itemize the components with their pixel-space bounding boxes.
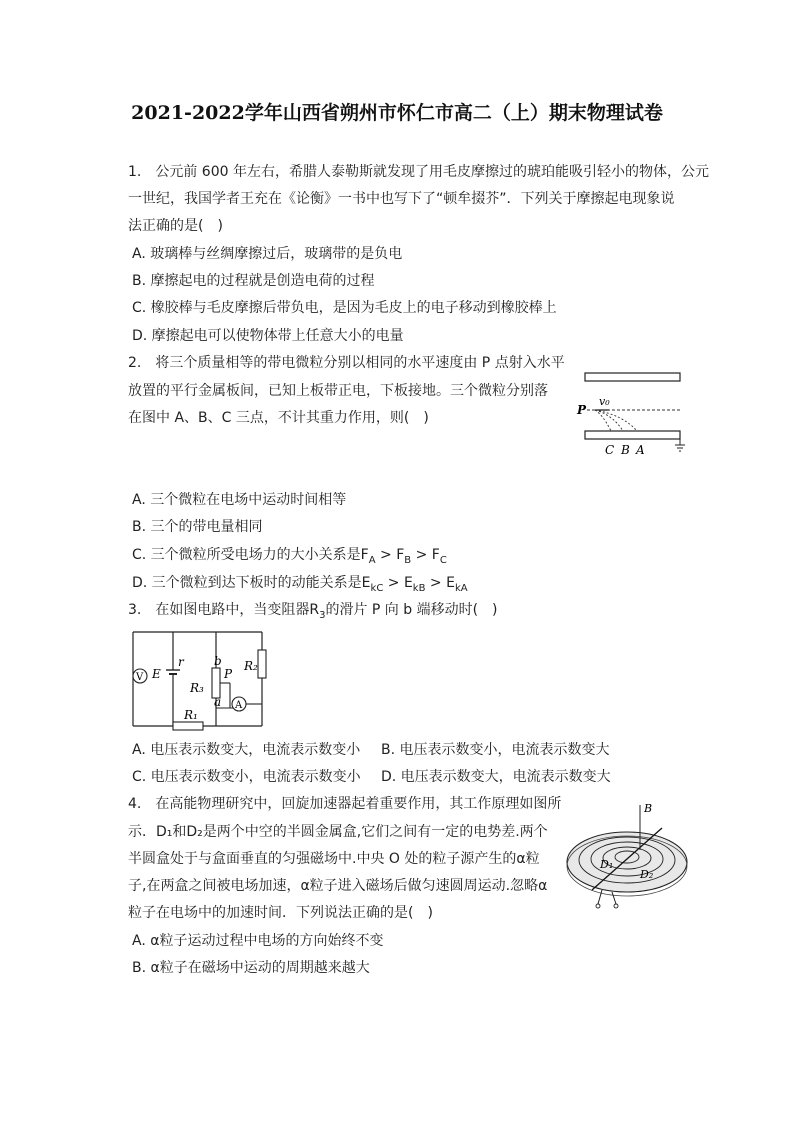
resistor-r1 (173, 722, 203, 730)
page-title: 2021-2022学年山西省朔州市怀仁市高二（上）期末物理试卷 (131, 102, 663, 124)
q2-option-a: A. 三个微粒在电场中运动时间相等 (132, 492, 347, 508)
q3-figure-circuit (128, 628, 268, 733)
q1-option-d: D. 摩擦起电可以使物体带上任意大小的电量 (132, 328, 404, 344)
q2-line-1: 2. 将三个质量相等的带电微粒分别以相同的水平速度由 P 点射入水平 (128, 355, 565, 371)
q4-line-4: 子,在两盒之间被电场加速，α粒子进入磁场后做匀速圆周运动.忽略α (128, 878, 548, 894)
q2-option-c: C. 三个微粒所受电场力的大小关系是$F_A > F_B > F_C$ (132, 547, 447, 566)
q4-option-a: A. α粒子运动过程中电场的方向始终不变 (132, 933, 384, 949)
q3-option-a: A. 电压表示数变大，电流表示数变小 (132, 742, 361, 758)
q4-line-3: 半圆盒处于与盒面垂直的匀强磁场中.中央 O 处的粒子源产生的α粒 (128, 851, 540, 867)
q2-option-b: B. 三个的带电量相同 (132, 519, 263, 535)
label-b: B (644, 802, 653, 815)
label-d1: D₁ (600, 858, 614, 871)
q4-figure-cyclotron (562, 800, 692, 915)
label-d2: D₂ (640, 868, 654, 881)
resistor-r2 (258, 650, 266, 678)
label-v: V (136, 672, 144, 683)
q1-option-a: A. 玻璃棒与丝绸摩擦过后，玻璃带的是负电 (132, 246, 403, 262)
q2-line-3: 在图中 A、B、C 三点，不计其重力作用，则( ) (128, 410, 429, 426)
q1-line-1: 1. 公元前 600 年左右，希腊人泰勒斯就发现了用毛皮摩擦过的琥珀能吸引轻小的物体，公元 (128, 164, 709, 180)
q2-line-2: 放置的平行金属板间，已知上板带正电，下板接地。三个微粒分别落 (128, 383, 548, 399)
q1-line-3: 法正确的是( ) (128, 218, 223, 234)
label-r3: R₃ (190, 681, 204, 695)
label-b: B (621, 443, 630, 457)
q4-line-2: 示．D₁和D₂是两个中空的半圆金属盒,它们之间有一定的电势差.两个 (128, 824, 548, 840)
q1-option-b: B. 摩擦起电的过程就是创造电荷的过程 (132, 273, 375, 289)
q3-line-1: 3. 在如图电路中，当变阻器$R_3$的滑片 P 向 b 端移动时( ) (128, 602, 498, 621)
q1-line-2: 一世纪，我国学者王充在《论衡》一书中也写下了“顿牟掇芥”．下列关于摩擦起电现象说 (128, 191, 675, 207)
label-a: a (214, 695, 222, 709)
label-b: b (214, 654, 222, 668)
q4-line-1: 4. 在高能物理研究中，回旋加速器起着重要作用，其工作原理如图所 (128, 796, 562, 812)
resistor-r3 (212, 668, 220, 698)
label-r: r (178, 655, 184, 669)
trajectory-a (595, 410, 637, 431)
q4-option-b: B. α粒子在磁场中运动的周期越来越大 (132, 960, 370, 976)
q3-option-d: D. 电压表示数变大，电流表示数变大 (381, 769, 611, 785)
q1-option-c: C. 橡胶棒与毛皮摩擦后带负电，是因为毛皮上的电子移动到橡胶棒上 (132, 300, 557, 316)
label-v0: v₀ (599, 395, 610, 408)
upper-plate (585, 373, 680, 381)
q2-option-d: D. 三个微粒到达下板时的动能关系是$E_{kC} > E_{kB} > E_{kA}$ (132, 575, 468, 594)
label-p: P (224, 667, 233, 681)
label-ammeter: A (235, 700, 243, 711)
label-e: E (152, 667, 161, 681)
label-c: C (605, 443, 615, 457)
label-p: P (577, 403, 587, 417)
q4-line-5: 粒子在电场中的加速时间．下列说法正确的是( ) (128, 905, 433, 921)
q3-option-c: C. 电压表示数变小，电流表示数变小 (132, 769, 361, 785)
q2-figure-parallel-plates (575, 365, 685, 460)
label-a: A (636, 443, 645, 457)
q3-option-b: B. 电压表示数变小，电流表示数变大 (381, 742, 610, 758)
label-r1: R₁ (184, 708, 198, 722)
label-r2: R₂ (244, 659, 258, 673)
lower-plate (585, 431, 680, 439)
